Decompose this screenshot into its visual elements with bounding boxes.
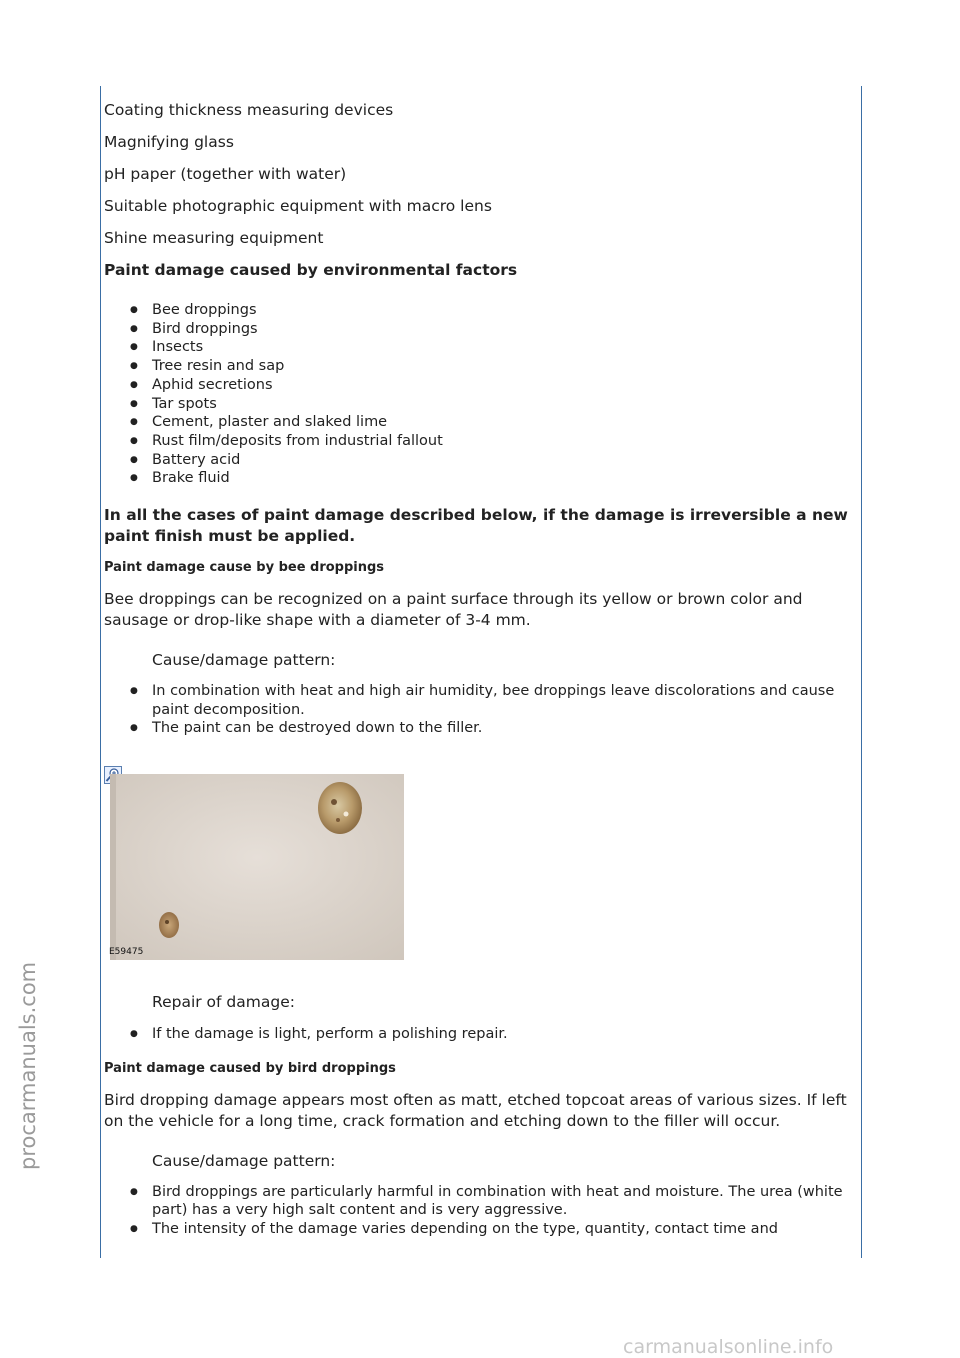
- bee-heading: Paint damage cause by bee droppings: [104, 560, 385, 576]
- list-item: ● The intensity of the damage varies depending on the type, quantity, contact time and: [104, 1220, 854, 1239]
- all-cases-note: In all the cases of paint damage described below, if the damage is irreversible a new paint finish must be applied.: [104, 506, 848, 546]
- list-item: ● Bee droppings: [104, 301, 854, 320]
- tool-item: pH paper (together with water): [104, 165, 347, 183]
- list-item: ● Rust film/deposits from industrial fallout: [104, 432, 854, 451]
- bee-droppings-figure: [104, 766, 404, 960]
- list-item: ● Tree resin and sap: [104, 357, 854, 376]
- tool-item: Shine measuring equipment: [104, 229, 324, 247]
- list-item: ● Bird droppings are particularly harmful in combination with heat and moisture. The urea (white part) has a very high salt content and is very aggressive.: [104, 1183, 854, 1220]
- tool-item: Magnifying glass: [104, 133, 234, 151]
- watermark-bottom: carmanualsonline.info: [623, 1336, 834, 1358]
- list-item: ● Cement, plaster and slaked lime: [104, 413, 854, 432]
- watermark-left: procarmanuals.com: [16, 961, 40, 1170]
- tool-item: Coating thickness measuring devices: [104, 101, 394, 119]
- bee-cause-label: Cause/damage pattern:: [152, 651, 336, 670]
- list-item: ● Tar spots: [104, 395, 854, 414]
- list-item: ● Bird droppings: [104, 320, 854, 339]
- bee-repair-label: Repair of damage:: [152, 993, 295, 1011]
- tools-list: [104, 100, 854, 249]
- list-item: ● Battery acid: [104, 451, 854, 470]
- list-item: ● In combination with heat and high air humidity, bee droppings leave discolorations and cause paint decomposition.: [104, 682, 854, 719]
- bird-heading: Paint damage caused by bird droppings: [104, 1060, 396, 1076]
- bird-cause-list: [104, 1183, 854, 1239]
- list-item: ● The paint can be destroyed down to the filler.: [104, 719, 854, 738]
- list-item: ● Aphid secretions: [104, 376, 854, 395]
- list-item: ● If the damage is light, perform a polishing repair.: [104, 1025, 854, 1044]
- document-content-lower: [104, 992, 854, 1239]
- tool-item: Suitable photographic equipment with macro lens: [104, 197, 492, 215]
- list-item: ● Brake fluid: [104, 469, 854, 488]
- document-content: [104, 100, 854, 738]
- bee-repair-list: [104, 1025, 854, 1044]
- list-item: ● Insects: [104, 338, 854, 357]
- bird-intro: Bird dropping damage appears most often as matt, etched topcoat areas of various sizes. If left on the vehicle for a long time, crack formation and etching down to the filler will occur.: [104, 1090, 847, 1130]
- bee-cause-list: [104, 682, 854, 738]
- bee-droppings-photo: [110, 774, 404, 960]
- figure-code: E59475: [109, 947, 144, 957]
- env-factor-list: [104, 301, 854, 488]
- env-heading: Paint damage caused by environmental factors: [104, 261, 518, 279]
- bird-cause-label: Cause/damage pattern:: [152, 1151, 336, 1170]
- bee-intro: Bee droppings can be recognized on a paint surface through its yellow or brown color and sausage or drop-like shape with a diameter of 3-4 mm.: [104, 590, 803, 630]
